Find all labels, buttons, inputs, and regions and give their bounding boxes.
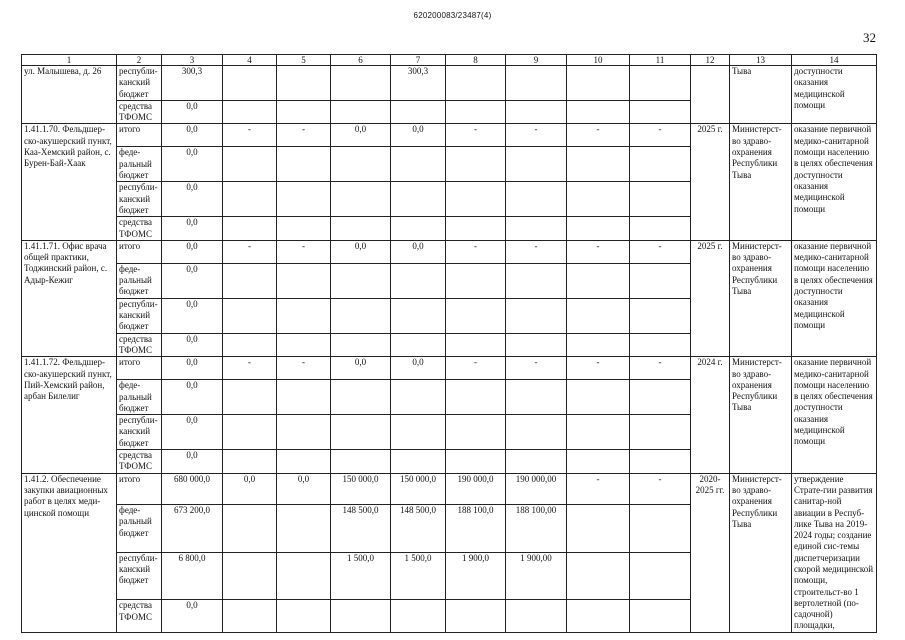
year-cell: 2025 г. — [691, 240, 730, 356]
value-cell: 300,3 — [162, 66, 223, 101]
value-cell: - — [277, 240, 331, 263]
value-cell: 148 500,0 — [331, 505, 391, 553]
value-cell: 673 200,0 — [162, 505, 223, 553]
value-cell — [277, 505, 331, 553]
value-cell — [223, 182, 277, 217]
value-cell — [223, 217, 277, 241]
value-cell — [223, 66, 277, 101]
value-cell: 0,0 — [331, 357, 391, 380]
value-cell: 0,0 — [162, 100, 223, 124]
value-cell: 0,0 — [331, 124, 391, 147]
value-cell — [223, 298, 277, 333]
value-cell: - — [630, 240, 691, 263]
column-number: 6 — [331, 55, 391, 66]
value-cell — [391, 263, 446, 298]
value-cell — [506, 298, 567, 333]
value-cell — [446, 600, 506, 632]
value-cell — [331, 100, 391, 124]
value-cell: 0,0 — [162, 600, 223, 632]
value-cell — [567, 450, 630, 474]
value-cell — [506, 450, 567, 474]
column-number: 8 — [446, 55, 506, 66]
value-cell: 0,0 — [162, 380, 223, 415]
value-cell — [446, 147, 506, 182]
funding-source-cell: средства ТФОМС — [117, 217, 162, 241]
value-cell — [391, 415, 446, 450]
value-cell — [331, 298, 391, 333]
value-cell: - — [506, 357, 567, 380]
table-row — [22, 124, 877, 147]
value-cell — [630, 380, 691, 415]
value-cell: - — [277, 357, 331, 380]
value-cell: 6 800,0 — [162, 552, 223, 600]
value-cell: - — [506, 240, 567, 263]
value-cell — [446, 66, 506, 101]
value-cell — [567, 298, 630, 333]
result-cell: оказание первичной медико-санитарной помощи населению в целях обеспечения доступности оказания медицинской помощи — [792, 124, 877, 240]
value-cell: 0,0 — [162, 333, 223, 357]
value-cell — [567, 415, 630, 450]
value-cell: 0,0 — [391, 357, 446, 380]
value-cell: 190 000,00 — [506, 473, 567, 504]
value-cell: 150 000,0 — [391, 473, 446, 504]
value-cell — [331, 147, 391, 182]
column-number: 1 — [22, 55, 117, 66]
document-id: 620200083/23487(4) — [413, 11, 492, 20]
value-cell: - — [630, 124, 691, 147]
value-cell: 188 100,00 — [506, 505, 567, 553]
value-cell: - — [223, 357, 277, 380]
budget-table — [21, 54, 877, 633]
value-cell — [446, 450, 506, 474]
value-cell: - — [223, 124, 277, 147]
value-cell — [630, 415, 691, 450]
result-cell: доступности оказания медицинской помощи — [792, 66, 877, 124]
value-cell — [331, 217, 391, 241]
value-cell — [630, 552, 691, 600]
value-cell: 148 500,0 — [391, 505, 446, 553]
value-cell — [630, 263, 691, 298]
value-cell — [277, 333, 331, 357]
value-cell — [567, 380, 630, 415]
value-cell: 0,0 — [162, 450, 223, 474]
value-cell — [223, 333, 277, 357]
value-cell — [223, 505, 277, 553]
value-cell: - — [446, 124, 506, 147]
value-cell — [223, 380, 277, 415]
value-cell — [277, 217, 331, 241]
value-cell — [277, 600, 331, 632]
value-cell — [277, 182, 331, 217]
table-row — [22, 240, 877, 263]
value-cell — [567, 217, 630, 241]
column-number: 2 — [117, 55, 162, 66]
value-cell: 0,0 — [277, 473, 331, 504]
funding-source-cell: итого — [117, 473, 162, 504]
executor-cell: Тыва — [730, 66, 792, 124]
value-cell — [277, 450, 331, 474]
value-cell — [223, 100, 277, 124]
item-name-cell: 1.41.1.72. Фельдшер-ско-акушерский пункт, Пий-Хемский район, арбан Билелиг — [22, 357, 117, 473]
value-cell — [506, 66, 567, 101]
value-cell — [391, 147, 446, 182]
item-name-cell: 1.41.2. Обеспечение закупки авиационных работ в целях меди-цинской помощи — [22, 473, 117, 632]
value-cell — [506, 100, 567, 124]
column-number: 14 — [792, 55, 877, 66]
value-cell — [331, 263, 391, 298]
value-cell — [567, 552, 630, 600]
value-cell: - — [277, 124, 331, 147]
funding-source-cell: республи-канский бюджет — [117, 182, 162, 217]
value-cell — [567, 100, 630, 124]
item-name-cell: 1.41.1.71. Офис врача общей практики, Тоджинский район, с. Адыр-Кежиг — [22, 240, 117, 356]
year-cell: 2024 г. — [691, 357, 730, 473]
funding-source-cell: феде-ральный бюджет — [117, 147, 162, 182]
column-number: 10 — [567, 55, 630, 66]
value-cell — [630, 217, 691, 241]
value-cell — [630, 298, 691, 333]
item-name-cell: ул. Малышева, д. 26 — [22, 66, 117, 124]
value-cell: 0,0 — [223, 473, 277, 504]
value-cell — [446, 380, 506, 415]
value-cell — [630, 333, 691, 357]
value-cell: - — [567, 240, 630, 263]
value-cell — [567, 66, 630, 101]
year-cell: 2020-2025 гг. — [691, 473, 730, 632]
value-cell — [331, 333, 391, 357]
value-cell: 0,0 — [162, 415, 223, 450]
value-cell — [446, 415, 506, 450]
value-cell: 0,0 — [331, 240, 391, 263]
value-cell: - — [567, 473, 630, 504]
executor-cell: Министерст-во здраво-охранения Республики Тыва — [730, 124, 792, 240]
value-cell: 0,0 — [162, 147, 223, 182]
column-number-row — [22, 55, 877, 66]
value-cell: 1 900,0 — [446, 552, 506, 600]
table-row — [22, 473, 877, 504]
value-cell — [331, 66, 391, 101]
funding-source-cell: средства ТФОМС — [117, 100, 162, 124]
value-cell — [567, 505, 630, 553]
value-cell — [446, 263, 506, 298]
table-row — [22, 66, 877, 101]
value-cell: - — [506, 124, 567, 147]
value-cell — [277, 147, 331, 182]
value-cell: 1 900,00 — [506, 552, 567, 600]
funding-source-cell: итого — [117, 124, 162, 147]
value-cell — [223, 552, 277, 600]
value-cell — [630, 147, 691, 182]
value-cell: 300,3 — [391, 66, 446, 101]
column-number: 9 — [506, 55, 567, 66]
value-cell: - — [567, 124, 630, 147]
value-cell — [630, 600, 691, 632]
value-cell: 1 500,0 — [391, 552, 446, 600]
value-cell: 0,0 — [162, 298, 223, 333]
value-cell — [331, 415, 391, 450]
value-cell: 188 100,0 — [446, 505, 506, 553]
value-cell: 0,0 — [391, 240, 446, 263]
value-cell — [506, 333, 567, 357]
column-number: 4 — [223, 55, 277, 66]
value-cell — [277, 380, 331, 415]
value-cell — [506, 600, 567, 632]
funding-source-cell: республи-канский бюджет — [117, 298, 162, 333]
value-cell — [630, 66, 691, 101]
value-cell — [630, 100, 691, 124]
value-cell — [331, 600, 391, 632]
executor-cell: Министерст-во здраво-охранения Республики Тыва — [730, 357, 792, 473]
value-cell — [277, 263, 331, 298]
value-cell: 0,0 — [162, 263, 223, 298]
year-cell: 2025 г. — [691, 124, 730, 240]
column-number: 12 — [691, 55, 730, 66]
value-cell — [277, 415, 331, 450]
value-cell: - — [630, 357, 691, 380]
value-cell: 680 000,0 — [162, 473, 223, 504]
value-cell — [223, 147, 277, 182]
funding-source-cell: республи-канский бюджет — [117, 66, 162, 101]
value-cell — [331, 182, 391, 217]
value-cell — [277, 100, 331, 124]
column-number: 7 — [391, 55, 446, 66]
funding-source-cell: феде-ральный бюджет — [117, 380, 162, 415]
value-cell — [506, 147, 567, 182]
executor-cell: Министерст-во здраво-охранения Республики Тыва — [730, 473, 792, 632]
funding-source-cell: итого — [117, 357, 162, 380]
value-cell — [506, 182, 567, 217]
value-cell — [567, 333, 630, 357]
column-number: 5 — [277, 55, 331, 66]
value-cell: - — [567, 357, 630, 380]
value-cell — [277, 298, 331, 333]
funding-source-cell: средства ТФОМС — [117, 333, 162, 357]
year-cell — [691, 66, 730, 124]
value-cell — [391, 217, 446, 241]
value-cell: 0,0 — [162, 124, 223, 147]
value-cell — [446, 217, 506, 241]
value-cell — [630, 182, 691, 217]
result-cell: оказание первичной медико-санитарной помощи населению в целях обеспечения доступности оказания медицинской помощи — [792, 240, 877, 356]
funding-source-cell: феде-ральный бюджет — [117, 505, 162, 553]
funding-source-cell: республи-канский бюджет — [117, 552, 162, 600]
value-cell: 0,0 — [162, 240, 223, 263]
value-cell — [567, 263, 630, 298]
column-number: 13 — [730, 55, 792, 66]
item-name-cell: 1.41.1.70. Фельдшер-ско-акушерский пункт, Каа-Хемский район, с. Бурен-Бай-Хаак — [22, 124, 117, 240]
value-cell: 1 500,0 — [331, 552, 391, 600]
value-cell — [223, 263, 277, 298]
value-cell — [567, 600, 630, 632]
value-cell — [331, 380, 391, 415]
value-cell: 0,0 — [162, 357, 223, 380]
value-cell — [277, 66, 331, 101]
value-cell — [391, 182, 446, 217]
page-number: 32 — [863, 30, 876, 45]
value-cell — [223, 415, 277, 450]
value-cell — [446, 100, 506, 124]
value-cell — [391, 380, 446, 415]
funding-source-cell: средства ТФОМС — [117, 450, 162, 474]
value-cell — [391, 333, 446, 357]
value-cell — [506, 263, 567, 298]
value-cell — [391, 298, 446, 333]
value-cell — [277, 552, 331, 600]
value-cell: 150 000,0 — [331, 473, 391, 504]
executor-cell: Министерст-во здраво-охранения Республики Тыва — [730, 240, 792, 356]
funding-source-cell: феде-ральный бюджет — [117, 263, 162, 298]
value-cell — [506, 217, 567, 241]
table-row — [22, 357, 877, 380]
value-cell: - — [223, 240, 277, 263]
value-cell: 190 000,0 — [446, 473, 506, 504]
result-cell: оказание первичной медико-санитарной помощи населению в целях обеспечения доступности оказания медицинской помощи — [792, 357, 877, 473]
value-cell — [331, 450, 391, 474]
result-cell: утверждение Страте-гии развития санитар-ной авиации в Респуб-лике Тыва на 2019-2024 годы; создание единой сис-темы диспетчеризации скорой медицинской помощи, строительст-во 1 вертолетной (по-садочной) площадки, — [792, 473, 877, 632]
value-cell — [630, 505, 691, 553]
value-cell — [446, 298, 506, 333]
value-cell: 0,0 — [162, 182, 223, 217]
value-cell — [391, 600, 446, 632]
funding-source-cell: итого — [117, 240, 162, 263]
value-cell — [391, 450, 446, 474]
value-cell: 0,0 — [391, 124, 446, 147]
value-cell — [446, 333, 506, 357]
value-cell — [630, 450, 691, 474]
column-number: 3 — [162, 55, 223, 66]
column-number: 11 — [630, 55, 691, 66]
funding-source-cell: республи-канский бюджет — [117, 415, 162, 450]
value-cell: - — [630, 473, 691, 504]
value-cell — [223, 600, 277, 632]
value-cell — [567, 147, 630, 182]
value-cell: - — [446, 240, 506, 263]
value-cell: - — [446, 357, 506, 380]
value-cell — [391, 100, 446, 124]
value-cell — [567, 182, 630, 217]
value-cell — [223, 450, 277, 474]
value-cell: 0,0 — [162, 217, 223, 241]
funding-source-cell: средства ТФОМС — [117, 600, 162, 632]
value-cell — [506, 380, 567, 415]
value-cell — [506, 415, 567, 450]
value-cell — [446, 182, 506, 217]
